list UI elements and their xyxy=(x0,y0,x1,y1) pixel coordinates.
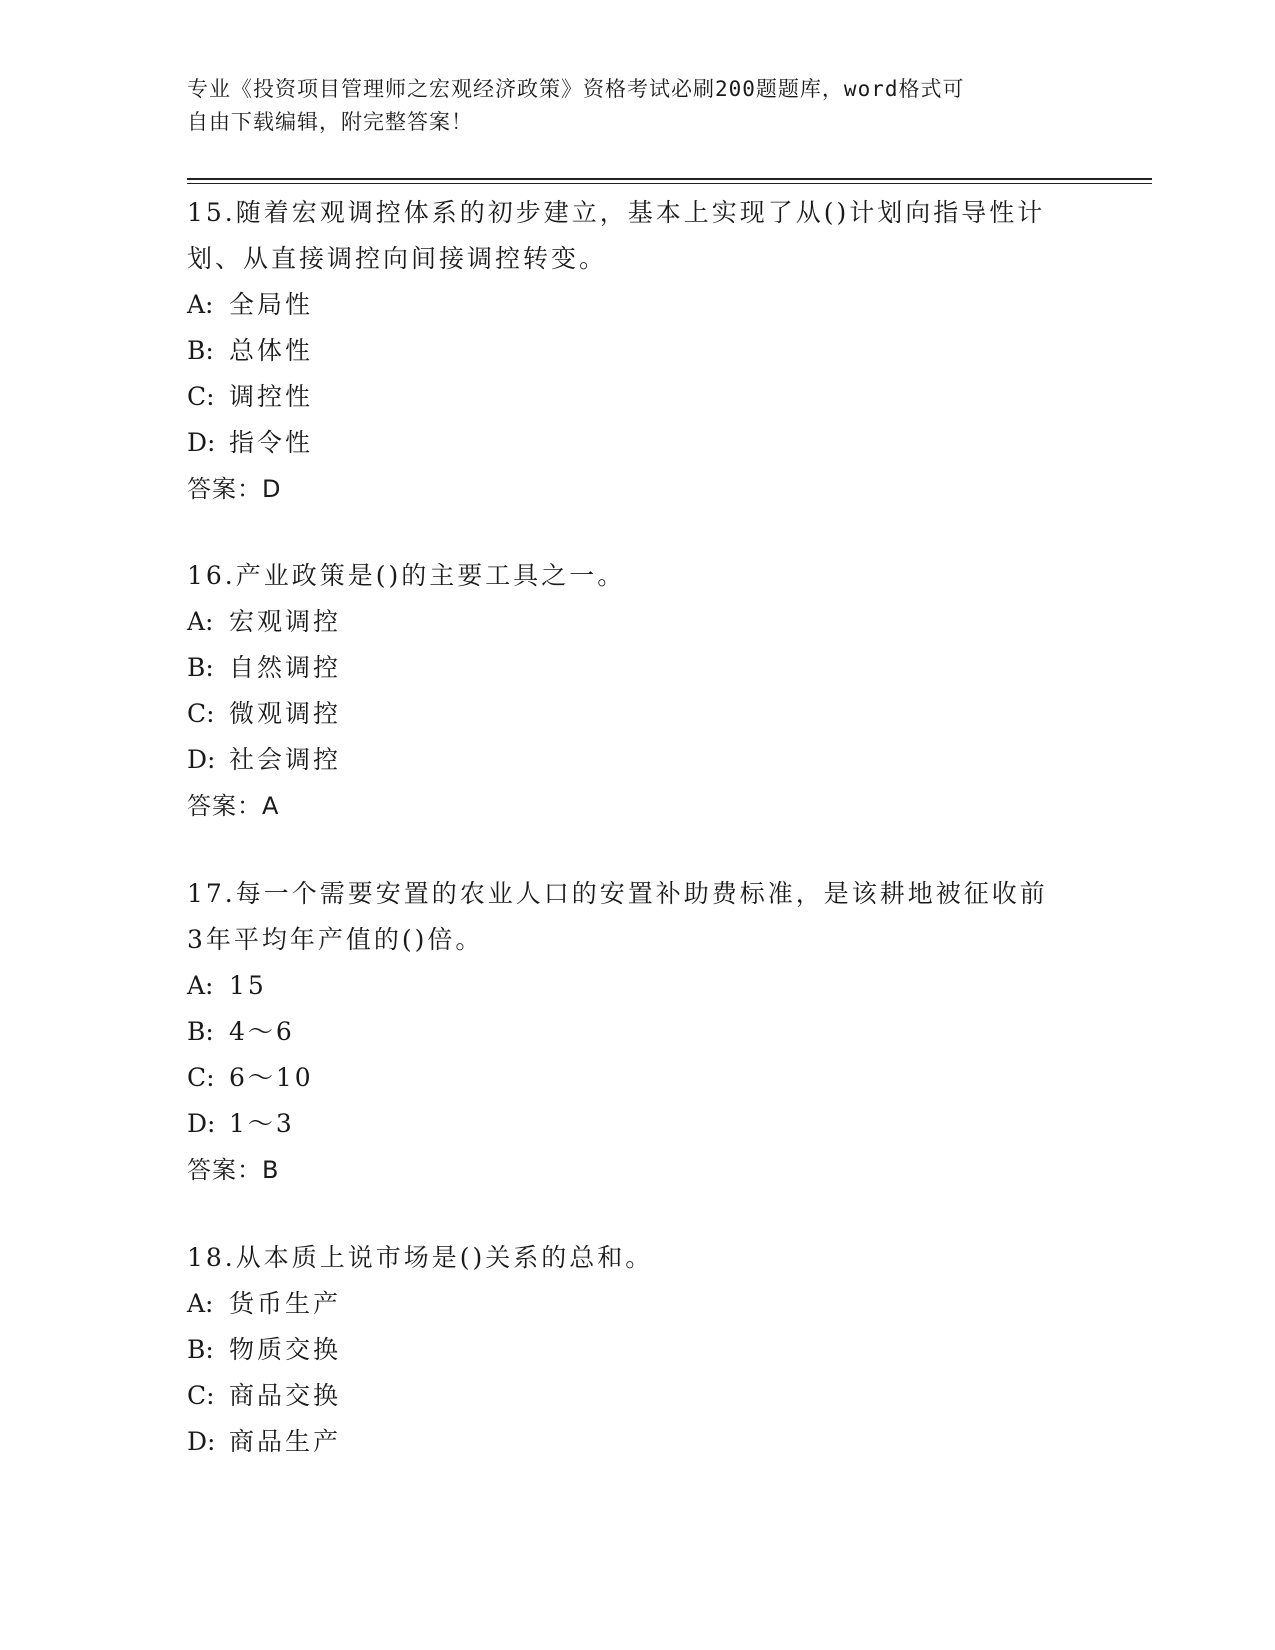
question-stem xyxy=(187,190,1087,282)
option-text: 15 xyxy=(229,971,267,1000)
option-text: 总体性 xyxy=(229,336,314,365)
option-text: 全局性 xyxy=(229,290,314,319)
option-d xyxy=(187,1419,1087,1465)
question-stem xyxy=(187,553,1087,599)
question-stem xyxy=(187,871,1087,963)
question-stem-line: 3年平均年产值的()倍。 xyxy=(187,925,484,954)
option-label: B: xyxy=(187,336,214,365)
option-text: 宏观调控 xyxy=(229,607,342,636)
question-stem-line: 18.从本质上说市场是()关系的总和。 xyxy=(187,1243,654,1272)
option-label: D: xyxy=(187,1427,216,1456)
option-label: D: xyxy=(187,1109,216,1138)
option-text: 货币生产 xyxy=(229,1289,342,1318)
option-label: B: xyxy=(187,1017,214,1046)
question-stem-line: 划、从直接调控向间接调控转变。 xyxy=(187,244,608,273)
option-text: 指令性 xyxy=(229,428,314,457)
option-text: 商品生产 xyxy=(229,1427,342,1456)
option-label: B: xyxy=(187,1335,214,1364)
option-label: D: xyxy=(187,745,216,774)
option-label: D: xyxy=(187,428,216,457)
option-d xyxy=(187,737,1087,783)
answer-line: 答案：D xyxy=(187,475,282,503)
option-text: 自然调控 xyxy=(229,653,342,682)
header-divider-thick xyxy=(187,178,1152,180)
answer-line: 答案：B xyxy=(187,1156,280,1184)
option-a xyxy=(187,282,1087,328)
option-b xyxy=(187,1009,1087,1055)
option-label: A: xyxy=(187,1289,214,1318)
header-line-1: 专业《投资项目管理师之宏观经济政策》资格考试必刷200题题库，word格式可 xyxy=(187,77,965,101)
option-b xyxy=(187,645,1087,691)
option-label: C: xyxy=(187,1381,215,1410)
option-label: C: xyxy=(187,382,215,411)
header-divider-thin xyxy=(187,183,1152,184)
question-15 xyxy=(187,190,1087,512)
question-stem xyxy=(187,1235,1087,1281)
question-stem-line: 17.每一个需要安置的农业人口的安置补助费标准，是该耕地被征收前 xyxy=(187,879,1048,908)
option-label: C: xyxy=(187,699,215,728)
option-a xyxy=(187,599,1087,645)
option-a xyxy=(187,1281,1087,1327)
option-b xyxy=(187,1327,1087,1373)
option-c xyxy=(187,1055,1087,1101)
option-text: 社会调控 xyxy=(229,745,342,774)
option-a xyxy=(187,963,1087,1009)
question-18 xyxy=(187,1235,1087,1465)
option-label: A: xyxy=(187,290,214,319)
option-c xyxy=(187,1373,1087,1419)
header-line-2: 自由下载编辑，附完整答案！ xyxy=(187,110,473,134)
option-text: 微观调控 xyxy=(229,699,342,728)
option-d xyxy=(187,1101,1087,1147)
option-label: A: xyxy=(187,971,214,1000)
question-17 xyxy=(187,871,1087,1193)
option-b xyxy=(187,328,1087,374)
question-stem-line: 16.产业政策是()的主要工具之一。 xyxy=(187,561,626,590)
option-c xyxy=(187,374,1087,420)
question-stem-line: 15.随着宏观调控体系的初步建立，基本上实现了从()计划向指导性计 xyxy=(187,198,1046,227)
option-text: 6～10 xyxy=(229,1063,314,1092)
document-header xyxy=(187,73,1067,139)
option-text: 4～6 xyxy=(229,1017,295,1046)
option-c xyxy=(187,691,1087,737)
question-16 xyxy=(187,553,1087,829)
option-d xyxy=(187,420,1087,466)
option-text: 商品交换 xyxy=(229,1381,342,1410)
answer-line: 答案：A xyxy=(187,792,280,820)
option-text: 物质交换 xyxy=(229,1335,342,1364)
option-label: A: xyxy=(187,607,214,636)
option-text: 调控性 xyxy=(229,382,314,411)
option-label: C: xyxy=(187,1063,215,1092)
option-label: B: xyxy=(187,653,214,682)
option-text: 1～3 xyxy=(229,1109,295,1138)
